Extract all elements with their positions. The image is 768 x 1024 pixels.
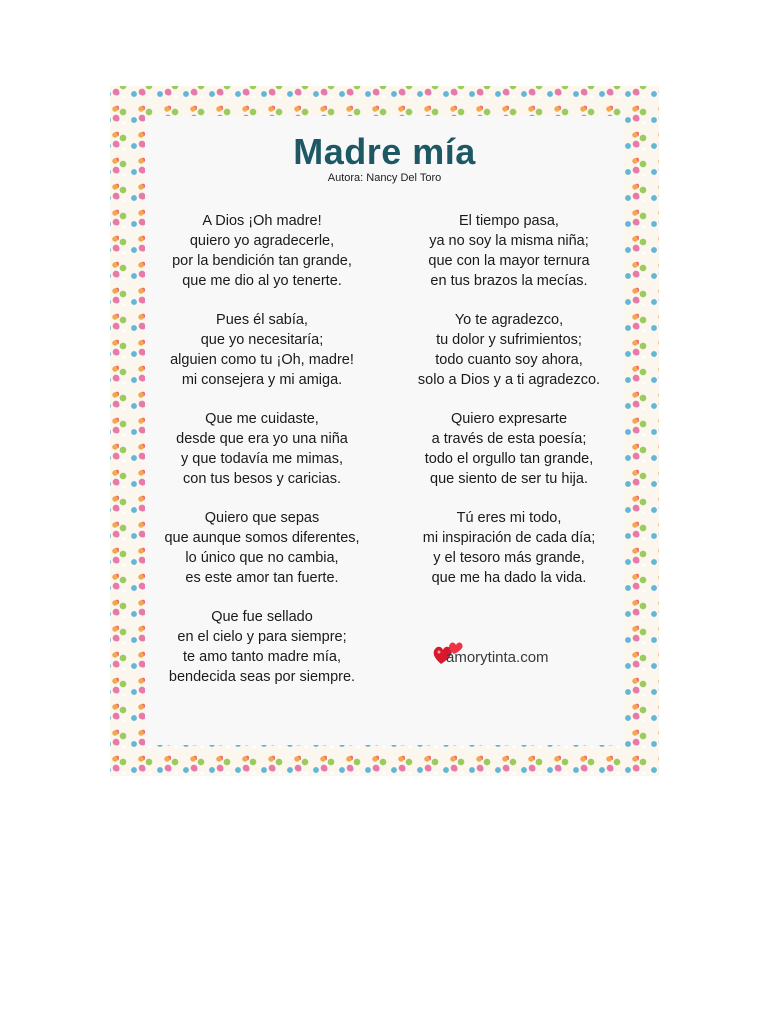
left-column: [142, 211, 382, 706]
poem-line: todo el orgullo tan grande,: [424, 451, 594, 467]
stanza: [389, 310, 629, 390]
stanza: [142, 211, 382, 291]
poem-line: bendecida seas por siempre.: [168, 669, 356, 685]
poem-line: mi inspiración de cada día;: [422, 530, 596, 546]
poem-line: que aunque somos diferentes,: [164, 530, 360, 546]
stanza: [389, 508, 629, 588]
poem-line: Yo te agradezco,: [454, 312, 564, 328]
poem-line: desde que era yo una niña: [176, 431, 348, 447]
stanza: [142, 310, 382, 390]
poem-line: lo único que no cambia,: [185, 550, 339, 566]
poem-line: que me dio al yo tenerte.: [182, 273, 342, 289]
logo-text: amorytinta.com: [446, 649, 549, 666]
poem-line: Quiero expresarte: [450, 411, 568, 427]
poem-line: y el tesoro más grande,: [433, 550, 585, 566]
poem-line: que me ha dado la vida.: [431, 570, 587, 586]
poem-line: que siento de ser tu hija.: [430, 471, 588, 487]
poem-line: en tus brazos la mecías.: [430, 273, 588, 289]
stanza: [389, 211, 629, 291]
poem-line: Tú eres mi todo,: [456, 510, 562, 526]
stanza: [142, 607, 382, 687]
poem-line: con tus besos y caricias.: [183, 471, 341, 487]
poem-line: solo a Dios y a ti agradezco.: [417, 372, 601, 388]
poem-line: mi consejera y mi amiga.: [181, 372, 343, 388]
poem-line: alguien como tu ¡Oh, madre!: [170, 352, 354, 368]
poem-line: a través de esta poesía;: [431, 431, 587, 447]
stanza: [142, 508, 382, 588]
poem-line: Que me cuidaste,: [205, 411, 319, 427]
poem-line: y que todavía me mimas,: [181, 451, 343, 467]
poem-line: Que fue sellado: [211, 609, 313, 625]
poem-line: tu dolor y sufrimientos;: [436, 332, 582, 348]
poem-line: A Dios ¡Oh madre!: [202, 213, 322, 229]
right-column: [389, 211, 629, 607]
poem-line: que yo necesitaría;: [200, 332, 324, 348]
poem-line: quiero yo agradecerle,: [189, 233, 335, 249]
poem-author: Autora: Nancy Del Toro: [327, 172, 442, 184]
amorytinta-logo: [428, 638, 588, 670]
poem-line: que con la mayor ternura: [428, 253, 590, 269]
poem-line: te amo tanto madre mía,: [183, 649, 341, 665]
poem-title: Madre mía: [293, 131, 476, 172]
poem-line: en el cielo y para siempre;: [177, 629, 347, 645]
poem-line: todo cuanto soy ahora,: [435, 352, 583, 368]
poem-line: El tiempo pasa,: [459, 213, 559, 229]
stanza: [142, 409, 382, 489]
poem-line: Pues él sabía,: [216, 312, 308, 328]
poem-line: por la bendición tan grande,: [172, 253, 352, 269]
poem-line: ya no soy la misma niña;: [429, 233, 589, 249]
poem-line: Quiero que sepas: [204, 510, 320, 526]
poem-line: es este amor tan fuerte.: [185, 570, 339, 586]
stanza: [389, 409, 629, 489]
